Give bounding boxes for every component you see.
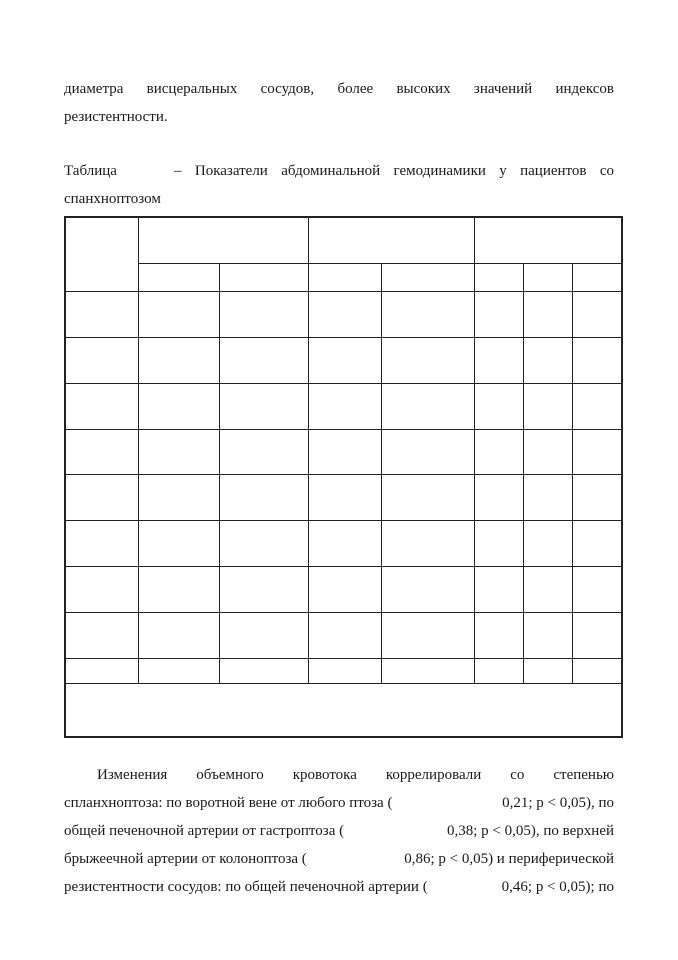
table-row (65, 429, 622, 474)
table-row (65, 658, 622, 683)
paragraph-bottom-line-3 (64, 822, 614, 840)
table-subheader-cell (308, 263, 381, 291)
paragraph-bottom-line-4-b: 0,86; р < 0,05) и периферической (404, 851, 614, 867)
table-caption-title: – Показатели абдоминальной гемодинамики у пациентов со (174, 163, 614, 179)
table-footnote-row (65, 683, 622, 737)
table-header-cell (308, 217, 474, 263)
table-caption-line-1 (64, 162, 614, 180)
paragraph-bottom-line-3-b: 0,38; р < 0,05), по верхней (446, 823, 614, 839)
table-subheader-cell (474, 263, 523, 291)
paragraph-bottom-line-5-a: резистентности сосудов: по общей печеночной артерии ( (64, 879, 428, 895)
paragraph-bottom-line-1: Изменения объемного кровотока коррелировали со степенью (97, 767, 614, 783)
paragraph-top-line-1: диаметра висцеральных сосудов, более высоких значений индексов (64, 81, 614, 97)
table-row (65, 612, 622, 658)
table-subheader-cell (219, 263, 308, 291)
table-row (65, 383, 622, 429)
paragraph-bottom-line-3-a: общей печеночной артерии от гастроптоза ( (64, 823, 345, 839)
table-subheader-cell (138, 263, 219, 291)
hemodynamics-table (64, 216, 623, 738)
table-row (65, 520, 622, 566)
table-subheader-cell (381, 263, 474, 291)
table-row (65, 291, 622, 337)
table-subheader-cell (523, 263, 572, 291)
table-caption-line-2: спанхноптозом (64, 191, 161, 207)
paragraph-top-line-2: резистентности. (64, 109, 168, 125)
paragraph-bottom-line-5 (64, 878, 614, 896)
paragraph-bottom-line-5-b: 0,46; р < 0,05); по (501, 879, 614, 895)
table-header-cell (138, 217, 308, 263)
paragraph-bottom-line-4-a: брыжеечной артерии от колоноптоза ( (64, 851, 307, 867)
paragraph-bottom-line-2 (64, 794, 614, 812)
table-row (65, 566, 622, 612)
table-header-cell (474, 217, 622, 263)
table-header-cell (65, 217, 138, 291)
table-row (65, 337, 622, 383)
paragraph-bottom-line-2-a: спланхноптоза: по воротной вене от любого птоза ( (64, 795, 393, 811)
table-row (65, 474, 622, 520)
table-caption-label: Таблица (64, 163, 117, 179)
paragraph-bottom-line-2-b: 0,21; р < 0,05), по (502, 795, 614, 811)
table-subheader-cell (572, 263, 622, 291)
paragraph-bottom-line-4 (64, 850, 614, 868)
